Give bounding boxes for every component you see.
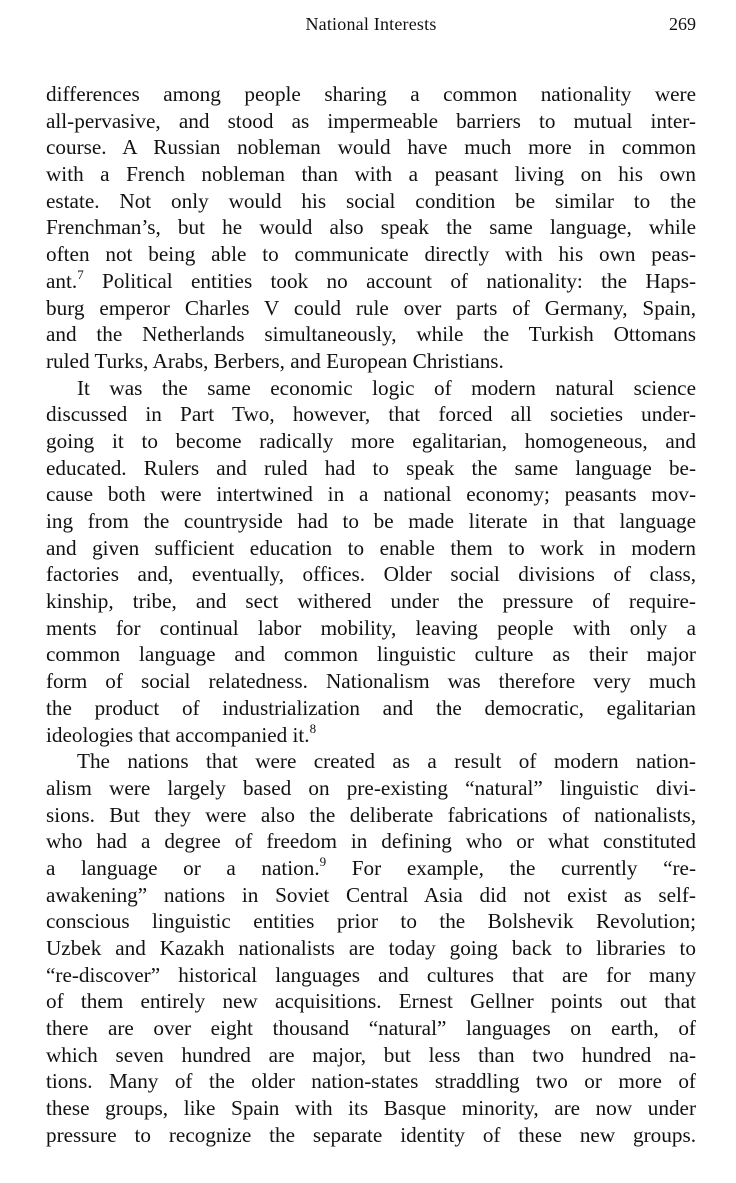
line-text: all-pervasive, and stood as impermeable barriers to mutual inter- [46,108,696,133]
line-text: form of social relatedness. Nationalism was therefore very much [46,669,696,694]
text-line [46,508,696,535]
text-line [46,695,696,722]
line-text: with a French nobleman than with a peasant living on his own [46,162,696,187]
line-text: It was the same economic logic of modern natural science [77,375,696,400]
line-text: which seven hundred are major, but less than two hundred na- [46,1042,696,1067]
text-line [46,268,696,295]
text-line [46,748,696,775]
line-text: ideologies that accompanied it. [46,722,310,747]
line-text: course. A Russian nobleman would have much more in common [46,135,696,160]
text-line [46,641,696,668]
line-text: common language and common linguistic culture as their major [46,642,696,667]
text-line [46,935,696,962]
text-line [46,1095,696,1122]
text-line [46,1122,696,1149]
text-line [46,481,696,508]
text-line [46,615,696,642]
line-text: these groups, like Spain with its Basque minority, are now under [46,1096,696,1121]
text-line [46,882,696,909]
text-line [46,188,696,215]
running-head [46,14,696,40]
line-text: estate. Not only would his social condition be similar to the [46,188,696,213]
line-text: Uzbek and Kazakh nationalists are today going back to libraries to [46,936,696,960]
text-line [46,802,696,829]
text-line [46,561,696,588]
line-text: the product of industrialization and the democratic, egalitarian [46,695,696,720]
line-text: there are over eight thousand “natural” languages on earth, of [46,1016,696,1041]
text-line [46,401,696,428]
line-text: Frenchman’s, but he would also speak the same language, while [46,215,696,240]
line-text: discussed in Part Two, however, that forced all societies under- [46,402,696,427]
text-line [46,241,696,268]
text-line [46,134,696,161]
footnote-reference: 7 [77,266,84,282]
line-text: of them entirely new acquisitions. Ernest Gellner points out that [46,989,696,1014]
line-text-continued: For example, the currently “re- [326,855,697,880]
text-line [46,828,696,855]
line-text: pressure to recognize the separate identity of these new groups. [46,1122,696,1147]
text-line [46,1042,696,1069]
line-text: ing from the countryside had to be made literate in that language [46,509,696,533]
text-line [46,855,696,882]
text-line [46,295,696,322]
page-number: 269 [669,14,696,34]
body-text [46,81,696,1149]
text-line [46,161,696,188]
line-text: sions. But they were also the deliberate fabrications of nationalists, [46,802,696,827]
line-text: “re-discover” historical languages and cultures that are for many [46,962,696,987]
text-line [46,962,696,989]
text-line [46,988,696,1015]
line-text: The nations that were created as a result of modern nation- [77,749,696,774]
text-line [46,535,696,562]
line-text: tions. Many of the older nation-states straddling two or more of [46,1069,696,1094]
line-text: educated. Rulers and ruled had to speak the same language be- [46,455,696,480]
line-text: alism were largely based on pre-existing “natural” linguistic divi- [46,775,696,800]
line-text: who had a degree of freedom in defining who or what constituted [46,829,696,854]
line-text: cause both were intertwined in a national economy; peasants mov- [46,482,696,507]
text-line [46,375,696,402]
text-line [46,455,696,482]
line-text: differences among people sharing a common nationality were [46,82,696,106]
text-line [46,908,696,935]
text-line [46,108,696,135]
line-text: ruled Turks, Arabs, Berbers, and European Christians. [46,348,504,373]
line-text: factories and, eventually, offices. Older social divisions of class, [46,562,696,587]
text-line [46,1068,696,1095]
line-text: and given sufficient education to enable them to work in modern [46,535,696,560]
line-text-continued: Political entities took no account of nationality: the Haps- [83,268,696,293]
line-text: going it to become radically more egalitarian, homogeneous, and [46,428,696,453]
line-text: awakening” nations in Soviet Central Asia did not exist as self- [46,882,696,907]
line-text: often not being able to communicate directly with his own peas- [46,242,696,267]
line-text: and the Netherlands simultaneously, while the Turkish Ottomans [46,322,696,347]
text-line [46,722,696,749]
text-line [46,81,696,108]
running-title: National Interests [305,14,437,34]
line-text: a language or a nation. [46,855,320,880]
text-line [46,775,696,802]
line-text: burg emperor Charles V could rule over parts of Germany, Spain, [46,295,696,320]
text-line [46,588,696,615]
line-text: ant. [46,268,78,293]
line-text: kinship, tribe, and sect withered under the pressure of require- [46,589,696,614]
text-line [46,1015,696,1042]
footnote-reference: 9 [319,853,327,869]
line-text: conscious linguistic entities prior to the Bolshevik Revolution; [46,909,696,934]
text-line [46,214,696,241]
text-line [46,668,696,695]
text-line [46,348,696,375]
footnote-reference: 8 [309,720,317,736]
text-line [46,321,696,348]
text-line [46,428,696,455]
line-text: ments for continual labor mobility, leaving people with only a [46,615,696,640]
